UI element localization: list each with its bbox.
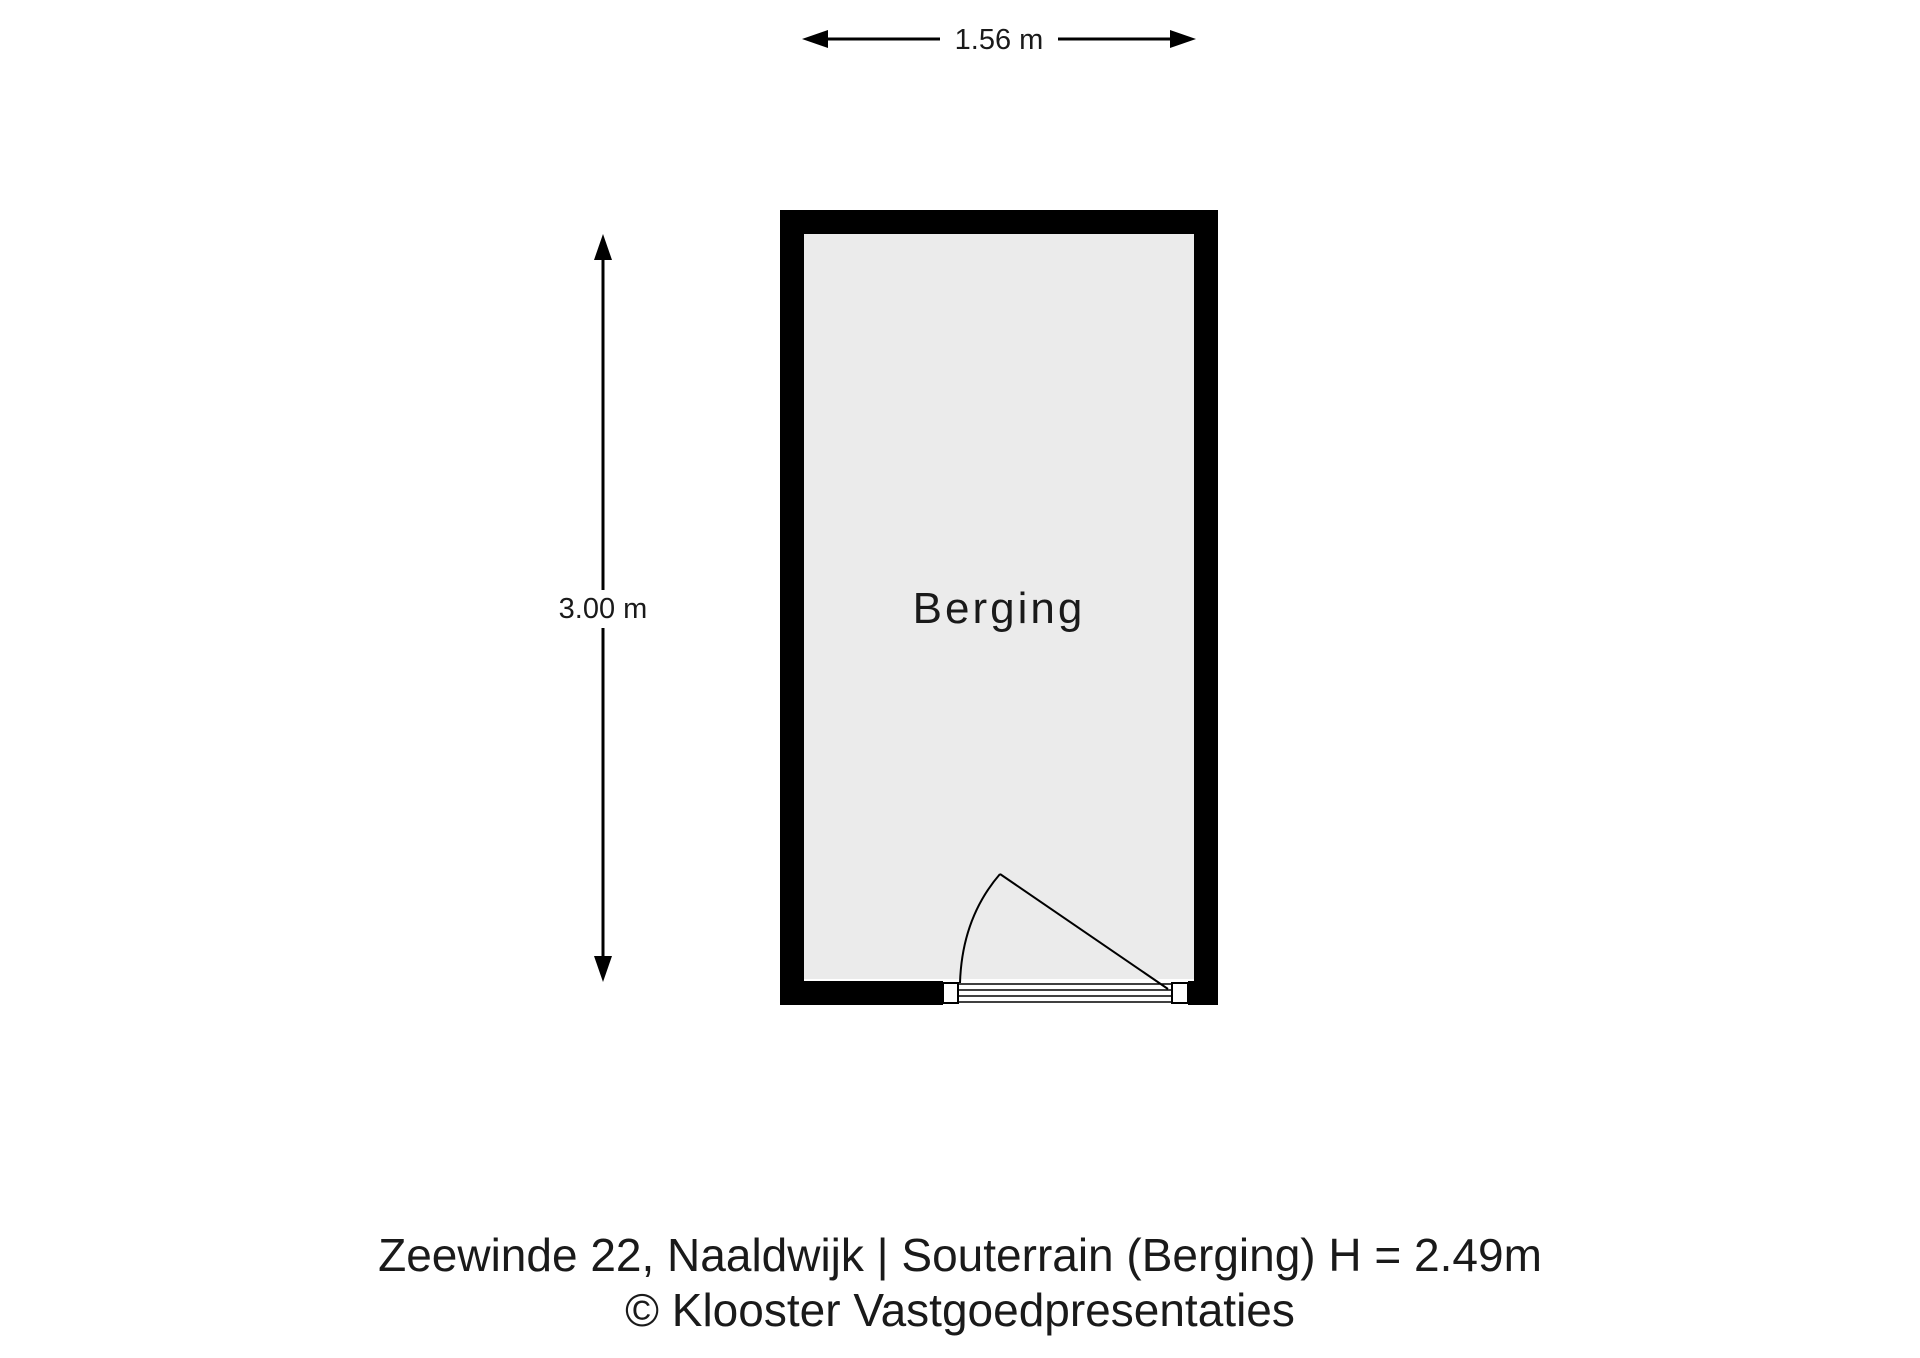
plan-caption-copyright: © Klooster Vastgoedpresentaties xyxy=(625,1284,1295,1336)
height-dimension xyxy=(559,234,648,982)
wall-left xyxy=(780,210,804,1005)
wall-top xyxy=(780,210,1218,234)
room-berging xyxy=(780,210,1218,1005)
width-arrow-left-icon xyxy=(802,30,828,48)
plan-caption-address: Zeewinde 22, Naaldwijk | Souterrain (Berging) H = 2.49m xyxy=(378,1229,1542,1281)
width-dimension xyxy=(802,24,1196,56)
door-frame-right xyxy=(1172,983,1188,1003)
wall-bottom-left xyxy=(780,981,943,1005)
height-label: 3.00 m xyxy=(558,593,648,625)
wall-bottom-right xyxy=(1188,981,1218,1005)
door-frame-left xyxy=(943,983,958,1003)
height-arrow-bottom-icon xyxy=(594,956,612,982)
width-label: 1.56 m xyxy=(954,24,1044,56)
wall-right xyxy=(1194,210,1218,1005)
height-arrow-top-icon xyxy=(594,234,612,260)
width-arrow-right-icon xyxy=(1170,30,1196,48)
room-label: Berging xyxy=(912,584,1086,633)
